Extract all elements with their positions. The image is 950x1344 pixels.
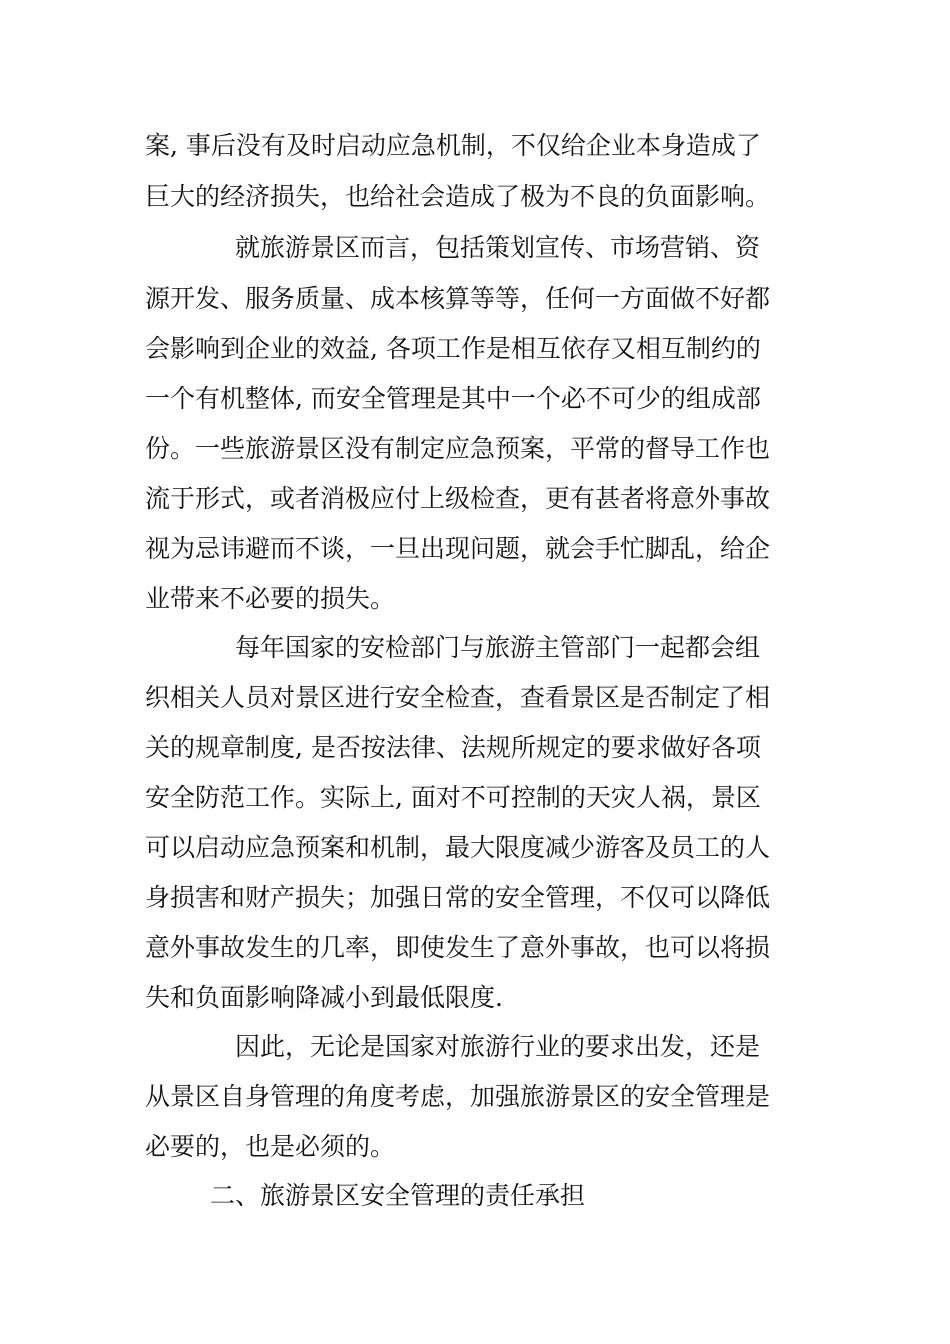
text-line: 必要的，也是必须的。: [145, 1132, 396, 1161]
text-line: 流于形式，或者消极应付上级检查，更有甚者将意外事故: [145, 484, 771, 513]
text-line: 身损害和财产损失；加强日常的安全管理，不仅可以降低: [145, 883, 771, 912]
text-line: 份。一些旅游景区没有制定应急预案，平常的督导工作也: [145, 434, 771, 463]
text-line: 关的规章制度, 是否按法律、法规所规定的要求做好各项: [145, 733, 761, 762]
text-line: 巨大的经济损失，也给社会造成了极为不良的负面影响。: [145, 182, 771, 211]
text-line: 业带来不必要的损失。: [145, 584, 396, 613]
text-line: 意外事故发生的几率，即使发生了意外事故，也可以将损: [145, 933, 771, 962]
paragraph-first-line: 就旅游景区而言，包括策划宣传、市场营销、资: [235, 233, 761, 262]
text-line: 会影响到企业的效益, 各项工作是相互依存又相互制约的: [145, 334, 761, 363]
text-line: 视为忌讳避而不谈，一旦出现问题，就会手忙脚乱，给企: [145, 534, 771, 563]
text-line: 可以启动应急预案和机制，最大限度减少游客及员工的人: [145, 833, 771, 862]
text-line: 安全防范工作。实际上, 面对不可控制的天灾人祸，景区: [145, 783, 761, 812]
text-line: 源开发、服务质量、成本核算等等，任何一方面做不好都: [145, 284, 771, 313]
text-line: 一个有机整体, 而安全管理是其中一个必不可少的组成部: [145, 384, 761, 413]
paragraph-first-line: 每年国家的安检部门与旅游主管部门一起都会组: [235, 633, 761, 662]
text-line: 案, 事后没有及时启动应急机制，不仅给企业本身造成了: [145, 131, 761, 160]
section-heading: 二、旅游景区安全管理的责任承担: [210, 1181, 586, 1210]
text-line: 失和负面影响降减小到最低限度.: [145, 983, 503, 1012]
paragraph-first-line: 因此，无论是国家对旅游行业的要求出发，还是: [235, 1032, 761, 1061]
text-line: 从景区自身管理的角度考虑，加强旅游景区的安全管理是: [145, 1082, 771, 1111]
text-line: 织相关人员对景区进行安全检查，查看景区是否制定了相: [145, 683, 771, 712]
